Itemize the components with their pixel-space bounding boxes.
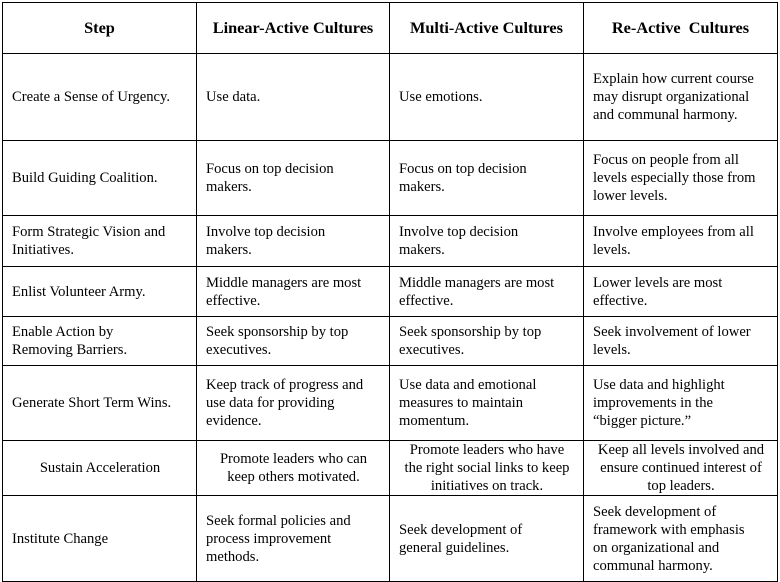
multi-active-cell: Use emotions. [390,54,584,141]
step-cell: Build Guiding Coalition. [3,141,197,216]
linear-active-cell: Involve top decision makers. [197,216,390,267]
linear-active-cell: Seek sponsorship by top executives. [197,317,390,366]
table-row [3,267,778,317]
linear-active-cell: Keep track of progress and use data for providing evidence. [197,366,390,441]
re-active-cell: Focus on people from all levels especially those from lower levels. [584,141,778,216]
table-row [3,317,778,366]
culture-change-table [2,2,778,582]
table-row [3,141,778,216]
re-active-cell: Involve employees from all levels. [584,216,778,267]
header-step: Step [3,3,197,54]
table-row [3,216,778,267]
re-active-cell: Explain how current course may disrupt organizational and communal harmony. [584,54,778,141]
step-cell: Sustain Acceleration [3,441,197,496]
linear-active-cell: Focus on top decision makers. [197,141,390,216]
step-cell: Create a Sense of Urgency. [3,54,197,141]
step-cell: Enable Action by Removing Barriers. [3,317,197,366]
header-re-active: Re-Active Cultures [584,3,778,54]
re-active-cell: Lower levels are most effective. [584,267,778,317]
step-cell: Generate Short Term Wins. [3,366,197,441]
re-active-cell: Keep all levels involved and ensure continued interest of top leaders. [584,441,778,496]
multi-active-cell: Involve top decision makers. [390,216,584,267]
multi-active-cell: Focus on top decision makers. [390,141,584,216]
linear-active-cell: Seek formal policies and process improvement methods. [197,496,390,582]
multi-active-cell: Seek development of general guidelines. [390,496,584,582]
linear-active-cell: Promote leaders who can keep others motivated. [197,441,390,496]
re-active-cell: Seek involvement of lower levels. [584,317,778,366]
multi-active-cell: Middle managers are most effective. [390,267,584,317]
header-linear-active: Linear-Active Cultures [197,3,390,54]
table-row [3,54,778,141]
multi-active-cell: Use data and emotional measures to maintain momentum. [390,366,584,441]
table-row [3,441,778,496]
re-active-cell: Use data and highlight improvements in the “bigger picture.” [584,366,778,441]
table-row [3,366,778,441]
step-cell: Institute Change [3,496,197,582]
linear-active-cell: Use data. [197,54,390,141]
multi-active-cell: Promote leaders who have the right social links to keep initiatives on track. [390,441,584,496]
step-cell: Form Strategic Vision and Initiatives. [3,216,197,267]
table-row [3,496,778,582]
multi-active-cell: Seek sponsorship by top executives. [390,317,584,366]
step-cell: Enlist Volunteer Army. [3,267,197,317]
linear-active-cell: Middle managers are most effective. [197,267,390,317]
header-row [3,3,778,54]
re-active-cell: Seek development of framework with emphasis on organizational and communal harmony. [584,496,778,582]
header-multi-active: Multi-Active Cultures [390,3,584,54]
